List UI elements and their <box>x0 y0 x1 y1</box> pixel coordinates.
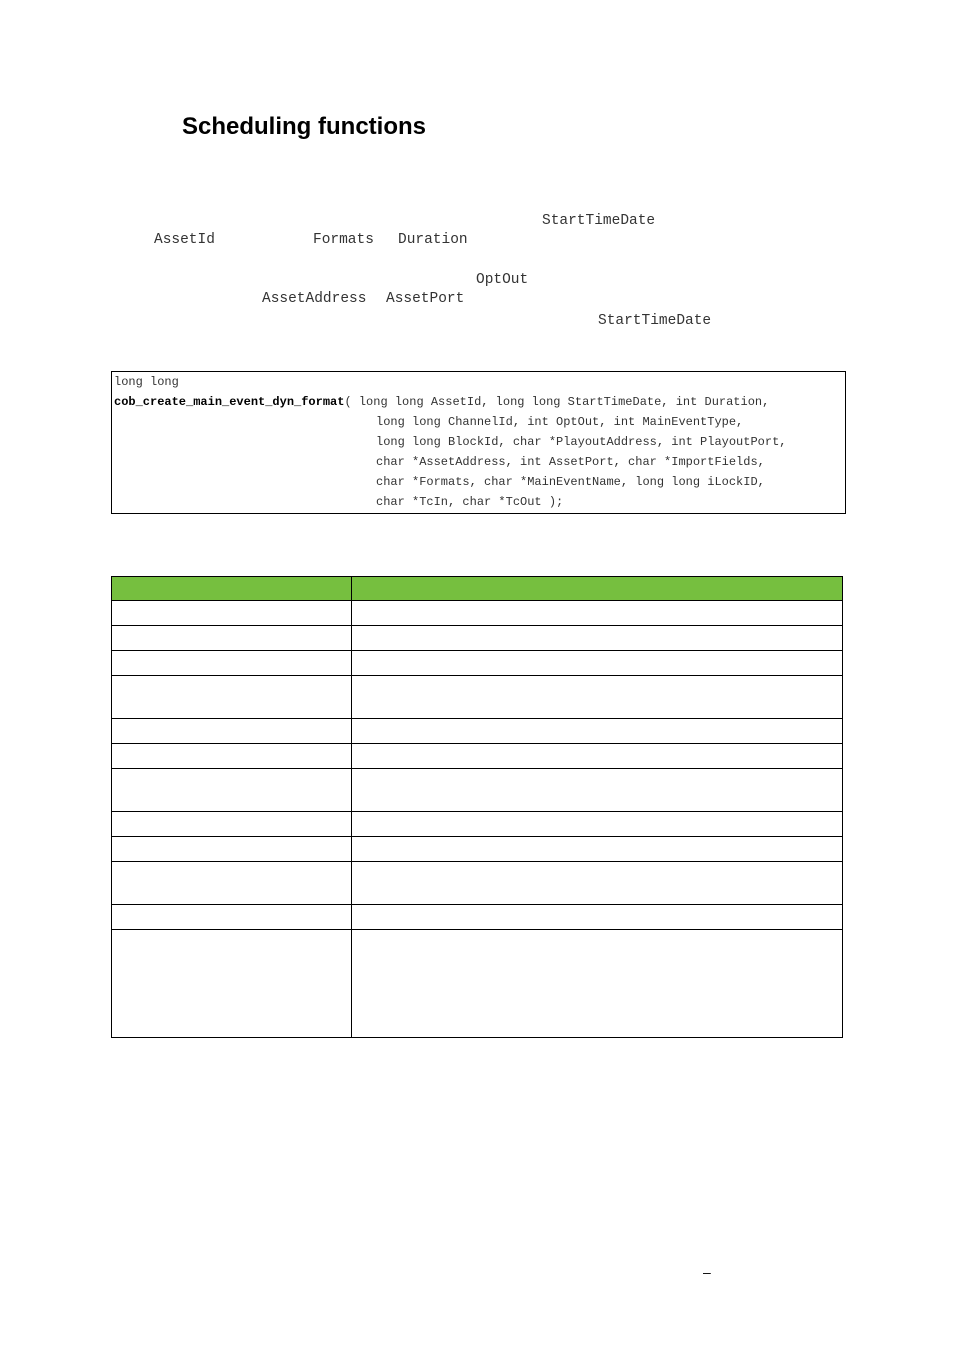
param-desc-cell <box>352 930 843 1038</box>
param-name-cell <box>112 930 352 1038</box>
param-line: long long BlockId, char *PlayoutAddress, int PlayoutPort, <box>376 435 787 449</box>
table-row <box>112 930 843 1038</box>
param-desc-cell <box>352 676 843 719</box>
table-row <box>112 744 843 769</box>
identifier-start-time-date: StartTimeDate <box>542 213 656 229</box>
table-row <box>112 651 843 676</box>
param-name-cell <box>112 837 352 862</box>
param-name-cell <box>112 769 352 812</box>
param-line: char *AssetAddress, int AssetPort, char *ImportFields, <box>376 455 765 469</box>
param-name-cell <box>112 812 352 837</box>
param-name-cell <box>112 651 352 676</box>
param-desc-cell <box>352 719 843 744</box>
param-desc-cell <box>352 626 843 651</box>
param-desc-cell <box>352 905 843 930</box>
return-type: long long <box>114 375 179 389</box>
table-row <box>112 812 843 837</box>
header-cell-description <box>352 577 843 601</box>
param-desc-cell <box>352 837 843 862</box>
parameters-table <box>111 576 843 1038</box>
table-row <box>112 905 843 930</box>
param-line: char *TcIn, char *TcOut ); <box>376 495 564 509</box>
param-desc-cell <box>352 812 843 837</box>
identifier-asset-port: AssetPort <box>386 291 465 307</box>
identifier-formats: Formats <box>313 232 374 248</box>
param-desc-cell <box>352 862 843 905</box>
table-header-row <box>112 577 843 601</box>
param-line: char *Formats, char *MainEventName, long long iLockID, <box>376 475 765 489</box>
param-desc-cell <box>352 769 843 812</box>
param-name-cell <box>112 862 352 905</box>
function-signature-box <box>111 371 846 514</box>
table-row <box>112 837 843 862</box>
table-row <box>112 601 843 626</box>
table-row <box>112 862 843 905</box>
param-desc-cell <box>352 744 843 769</box>
table-row <box>112 676 843 719</box>
open-paren: ( <box>344 395 359 409</box>
param-line: long long AssetId, long long StartTimeDate, int Duration, <box>358 395 770 409</box>
param-name-cell <box>112 626 352 651</box>
param-desc-cell <box>352 651 843 676</box>
identifier-duration: Duration <box>398 232 468 248</box>
page-footer-mark: – <box>703 1264 711 1280</box>
table-row <box>112 626 843 651</box>
param-desc-cell <box>352 601 843 626</box>
param-name-cell <box>112 601 352 626</box>
header-cell-parameter <box>112 577 352 601</box>
identifier-asset-id: AssetId <box>154 232 215 248</box>
function-name: cob_create_main_event_dyn_format <box>114 395 345 409</box>
param-name-cell <box>112 744 352 769</box>
table-row <box>112 769 843 812</box>
param-name-cell <box>112 676 352 719</box>
param-line: long long ChannelId, int OptOut, int MainEventType, <box>376 415 744 429</box>
param-name-cell <box>112 905 352 930</box>
table-row <box>112 719 843 744</box>
param-name-cell <box>112 719 352 744</box>
identifier-asset-address: AssetAddress <box>262 291 367 307</box>
identifier-opt-out: OptOut <box>476 272 529 288</box>
identifier-start-time-date-2: StartTimeDate <box>598 313 712 329</box>
section-title: Scheduling functions <box>182 113 426 140</box>
signature-first-line <box>114 394 769 410</box>
